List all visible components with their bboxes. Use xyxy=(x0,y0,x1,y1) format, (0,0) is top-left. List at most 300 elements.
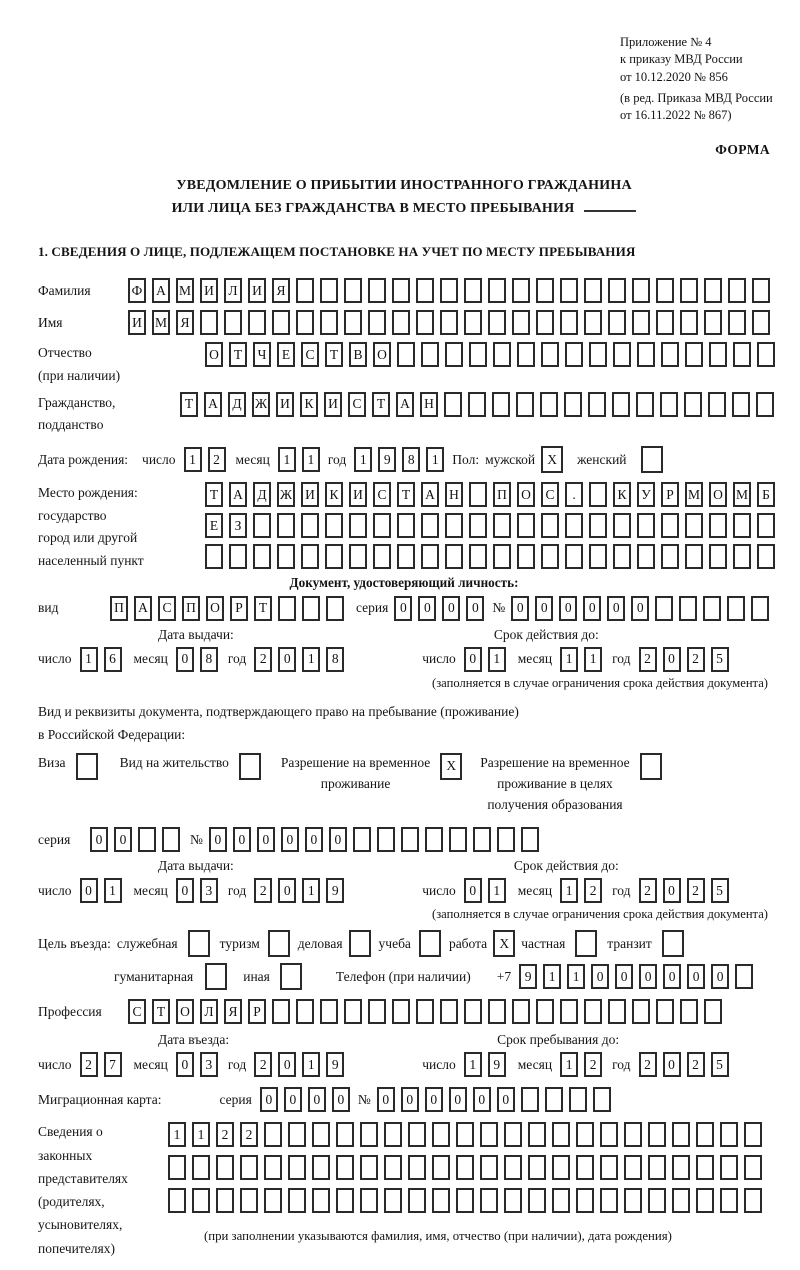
char-cell xyxy=(541,513,559,538)
char-cell xyxy=(733,513,751,538)
char-cell xyxy=(480,1188,498,1213)
identity-valid-year: год 2 0 2 5 xyxy=(612,647,728,672)
char-cell xyxy=(576,1188,594,1213)
char-cell xyxy=(648,1188,666,1213)
residence-series-cells xyxy=(90,827,180,852)
char-cell xyxy=(560,310,578,335)
residence-issue-month: месяц 0 3 xyxy=(134,878,218,903)
migration-number-label: № xyxy=(357,1091,371,1107)
char-cell: 1 xyxy=(426,447,444,472)
char-cell xyxy=(192,1155,210,1180)
purpose-work-checkbox xyxy=(493,930,515,957)
char-cell: 0 xyxy=(377,1087,395,1112)
identity-doc-heading: Документ, удостоверяющий личность: xyxy=(289,574,519,590)
migration-series-label: серия xyxy=(219,1091,252,1107)
char-cell: Ж xyxy=(252,392,270,417)
char-cell xyxy=(624,1122,642,1147)
birthplace-row3 xyxy=(205,544,775,569)
char-cell xyxy=(480,1122,498,1147)
char-cell xyxy=(600,1155,618,1180)
char-cell: 0 xyxy=(663,878,681,903)
char-cell xyxy=(349,544,367,569)
appendix-line: от 10.12.2020 № 856 xyxy=(620,69,728,84)
char-cell xyxy=(662,930,684,957)
char-cell xyxy=(708,392,726,417)
char-cell: А xyxy=(204,392,222,417)
char-cell: Ч xyxy=(253,342,271,367)
char-cell: С xyxy=(373,482,391,507)
char-cell xyxy=(608,310,626,335)
char-cell xyxy=(138,827,156,852)
char-cell xyxy=(296,278,314,303)
doc-number-label: № xyxy=(492,600,506,616)
char-cell: С xyxy=(541,482,559,507)
char-cell: 0 xyxy=(176,878,194,903)
char-cell: О xyxy=(206,596,224,621)
sex-male-label: мужской xyxy=(485,451,536,467)
char-cell xyxy=(445,342,463,367)
char-cell xyxy=(493,513,511,538)
char-cell xyxy=(720,1188,738,1213)
char-cell xyxy=(248,310,266,335)
residence-number-cells xyxy=(209,827,539,852)
char-cell: 0 xyxy=(559,596,577,621)
stay-year: год 2 0 2 5 xyxy=(612,1052,728,1077)
char-cell: 0 xyxy=(591,964,609,989)
char-cell: 0 xyxy=(80,878,98,903)
representatives-labels: Сведения о законных представителях (родителях, усыновителях, попечителях) xyxy=(38,1124,128,1256)
char-cell xyxy=(216,1155,234,1180)
char-cell xyxy=(661,342,679,367)
char-cell xyxy=(360,1122,378,1147)
char-cell: Р xyxy=(248,999,266,1024)
residence-issue-head: Дата выдачи: xyxy=(158,858,234,874)
birthplace-labels: Место рождения: государство город или другой населенный пункт xyxy=(38,485,144,569)
purpose-other-checkbox xyxy=(280,963,302,990)
char-cell: 1 xyxy=(567,964,585,989)
char-cell xyxy=(488,310,506,335)
char-cell xyxy=(517,513,535,538)
char-cell: 0 xyxy=(281,827,299,852)
char-cell xyxy=(432,1122,450,1147)
char-cell: Ж xyxy=(277,482,295,507)
char-cell xyxy=(637,342,655,367)
char-cell xyxy=(696,1155,714,1180)
entry-year: год 2 0 1 9 xyxy=(228,1052,344,1077)
doc-series-cells xyxy=(394,596,484,621)
char-cell: 9 xyxy=(488,1052,506,1077)
profession-label: Профессия xyxy=(38,1003,102,1019)
char-cell xyxy=(302,596,320,621)
char-cell: О xyxy=(205,342,223,367)
identity-doc-row xyxy=(38,596,770,621)
char-cell: Ф xyxy=(128,278,146,303)
char-cell xyxy=(401,827,419,852)
char-cell xyxy=(528,1188,546,1213)
char-cell: А xyxy=(421,482,439,507)
char-cell: 0 xyxy=(209,827,227,852)
char-cell: X xyxy=(541,446,563,473)
char-cell xyxy=(301,544,319,569)
char-cell xyxy=(432,1155,450,1180)
char-cell xyxy=(469,513,487,538)
char-cell: 2 xyxy=(687,878,705,903)
char-cell xyxy=(569,1087,587,1112)
char-cell xyxy=(320,310,338,335)
char-cell xyxy=(432,1188,450,1213)
char-cell xyxy=(336,1122,354,1147)
identity-valid-month: месяц 1 1 xyxy=(518,647,602,672)
stay-month: месяц 1 2 xyxy=(518,1052,602,1077)
char-cell xyxy=(397,544,415,569)
birthplace-block xyxy=(38,482,770,573)
char-cell: 0 xyxy=(464,647,482,672)
char-cell: Р xyxy=(230,596,248,621)
char-cell xyxy=(641,446,663,473)
char-cell xyxy=(188,930,210,957)
char-cell xyxy=(632,310,650,335)
char-cell xyxy=(419,930,441,957)
doc-kind-label: вид xyxy=(38,600,59,616)
char-cell: 7 xyxy=(104,1052,122,1077)
doc-kind-cells xyxy=(110,596,344,621)
char-cell xyxy=(162,827,180,852)
char-cell xyxy=(344,310,362,335)
char-cell xyxy=(445,513,463,538)
char-cell: М xyxy=(152,310,170,335)
char-cell: 2 xyxy=(216,1122,234,1147)
char-cell: 0 xyxy=(535,596,553,621)
char-cell xyxy=(552,1188,570,1213)
char-cell: 2 xyxy=(584,878,602,903)
char-cell xyxy=(239,753,261,780)
char-cell xyxy=(288,1155,306,1180)
char-cell xyxy=(624,1155,642,1180)
char-cell: 1 xyxy=(168,1122,186,1147)
char-cell: П xyxy=(182,596,200,621)
char-cell xyxy=(541,544,559,569)
option-temp-residence-education: Разрешение на временное проживание в целях получения образования xyxy=(480,753,661,816)
char-cell xyxy=(464,999,482,1024)
char-cell: Т xyxy=(152,999,170,1024)
entry-dates-head xyxy=(38,1032,770,1048)
char-cell xyxy=(655,596,673,621)
char-cell: 0 xyxy=(639,964,657,989)
char-cell xyxy=(704,310,722,335)
char-cell xyxy=(528,1155,546,1180)
char-cell xyxy=(229,544,247,569)
char-cell: 1 xyxy=(302,878,320,903)
char-cell xyxy=(608,999,626,1024)
residence-valid-month: месяц 1 2 xyxy=(518,878,602,903)
char-cell xyxy=(757,544,775,569)
char-cell: П xyxy=(110,596,128,621)
char-cell xyxy=(757,513,775,538)
firstname-row xyxy=(38,310,770,335)
char-cell xyxy=(696,1122,714,1147)
char-cell: 8 xyxy=(326,647,344,672)
entry-day: число 2 7 xyxy=(38,1052,122,1077)
char-cell xyxy=(268,930,290,957)
char-cell xyxy=(468,392,486,417)
char-cell xyxy=(589,342,607,367)
citizenship-cells xyxy=(180,392,774,417)
char-cell: 1 xyxy=(80,647,98,672)
char-cell: . xyxy=(565,482,583,507)
char-cell: И xyxy=(349,482,367,507)
char-cell: 0 xyxy=(473,1087,491,1112)
firstname-label: Имя xyxy=(38,314,63,330)
char-cell xyxy=(397,513,415,538)
char-cell: 1 xyxy=(560,647,578,672)
phone-prefix: +7 xyxy=(496,968,512,984)
firstname-cells xyxy=(128,310,770,335)
section1-heading: 1. СВЕДЕНИЯ О ЛИЦЕ, ПОДЛЕЖАЩЕМ ПОСТАНОВКЕ НА УЧЕТ ПО МЕСТУ ПРЕБЫВАНИЯ xyxy=(38,244,636,260)
char-cell: 5 xyxy=(711,647,729,672)
char-cell xyxy=(672,1188,690,1213)
char-cell xyxy=(656,278,674,303)
char-cell: Е xyxy=(277,342,295,367)
phone-label: Телефон (при наличии) xyxy=(335,968,471,984)
char-cell xyxy=(661,513,679,538)
residence-series-row xyxy=(38,827,770,852)
char-cell xyxy=(709,342,727,367)
residence-issue-year: год 2 0 1 9 xyxy=(228,878,344,903)
char-cell xyxy=(589,544,607,569)
char-cell: 0 xyxy=(425,1087,443,1112)
char-cell xyxy=(703,596,721,621)
char-cell: К xyxy=(300,392,318,417)
sex-female-checkbox xyxy=(641,446,663,473)
char-cell xyxy=(648,1155,666,1180)
sex-female-label: женский xyxy=(577,451,627,467)
char-cell xyxy=(469,342,487,367)
char-cell: 1 xyxy=(302,1052,320,1077)
char-cell: 1 xyxy=(560,878,578,903)
char-cell: 0 xyxy=(176,1052,194,1077)
char-cell xyxy=(205,544,223,569)
char-cell: И xyxy=(324,392,342,417)
char-cell xyxy=(735,964,753,989)
char-cell xyxy=(564,392,582,417)
char-cell xyxy=(264,1188,282,1213)
char-cell xyxy=(512,310,530,335)
char-cell xyxy=(565,342,583,367)
purpose-official-checkbox xyxy=(188,930,210,957)
char-cell: 0 xyxy=(305,827,323,852)
char-cell xyxy=(425,827,443,852)
char-cell xyxy=(280,963,302,990)
char-cell xyxy=(589,513,607,538)
char-cell: 2 xyxy=(687,647,705,672)
char-cell xyxy=(536,999,554,1024)
appendix-line: Приложение № 4 xyxy=(620,35,712,49)
char-cell: 1 xyxy=(488,878,506,903)
char-cell xyxy=(168,1188,186,1213)
char-cell xyxy=(473,827,491,852)
migration-number-cells xyxy=(377,1087,611,1112)
sex-label: Пол: xyxy=(452,451,480,467)
char-cell xyxy=(656,310,674,335)
char-cell: 0 xyxy=(497,1087,515,1112)
char-cell: Л xyxy=(200,999,218,1024)
char-cell xyxy=(661,544,679,569)
char-cell xyxy=(440,278,458,303)
char-cell xyxy=(288,1122,306,1147)
char-cell: X xyxy=(493,930,515,957)
char-cell: Н xyxy=(420,392,438,417)
purpose-row1: Цель въезда: служебная туризм деловая учеба работа X частная транзит xyxy=(38,930,770,957)
char-cell xyxy=(344,999,362,1024)
char-cell: 0 xyxy=(308,1087,326,1112)
char-cell xyxy=(384,1188,402,1213)
char-cell: 1 xyxy=(104,878,122,903)
char-cell: 2 xyxy=(208,447,226,472)
char-cell: 9 xyxy=(326,878,344,903)
char-cell xyxy=(521,827,539,852)
char-cell xyxy=(368,999,386,1024)
option-temp-residence: Разрешение на временное проживание X xyxy=(281,753,462,795)
entry-date-head: Дата въезда: xyxy=(158,1032,230,1048)
char-cell xyxy=(336,1188,354,1213)
char-cell: С xyxy=(158,596,176,621)
forma-label: ФОРМА xyxy=(715,142,770,158)
char-cell: 3 xyxy=(200,878,218,903)
revision-line: (в ред. Приказа МВД России xyxy=(620,90,773,105)
char-cell xyxy=(728,278,746,303)
char-cell xyxy=(492,392,510,417)
char-cell xyxy=(637,513,655,538)
char-cell xyxy=(521,1087,539,1112)
char-cell xyxy=(253,544,271,569)
representatives-cells xyxy=(168,1122,762,1244)
char-cell: 2 xyxy=(687,1052,705,1077)
char-cell: Т xyxy=(205,482,223,507)
char-cell xyxy=(336,1155,354,1180)
char-cell xyxy=(373,544,391,569)
char-cell xyxy=(224,310,242,335)
patronymic-label: Отчество (при наличии) xyxy=(38,345,121,384)
char-cell: К xyxy=(613,482,631,507)
char-cell: М xyxy=(176,278,194,303)
birthdate-row xyxy=(38,446,770,473)
char-cell: 1 xyxy=(488,647,506,672)
char-cell: 1 xyxy=(464,1052,482,1077)
birthplace-row2 xyxy=(205,513,775,538)
char-cell xyxy=(540,392,558,417)
residence-number-label: № xyxy=(190,831,203,847)
char-cell: С xyxy=(128,999,146,1024)
identity-validity-note: (заполняется в случае ограничения срока действия документа) xyxy=(432,675,768,690)
char-cell xyxy=(720,1155,738,1180)
char-cell: Т xyxy=(180,392,198,417)
char-cell xyxy=(612,392,630,417)
char-cell xyxy=(679,596,697,621)
char-cell: П xyxy=(493,482,511,507)
char-cell xyxy=(296,310,314,335)
char-cell: А xyxy=(134,596,152,621)
char-cell: 0 xyxy=(466,596,484,621)
char-cell: 0 xyxy=(711,964,729,989)
residence-permit-checkbox xyxy=(239,753,261,780)
birthdate-day: число 1 2 xyxy=(142,447,226,472)
char-cell: К xyxy=(325,482,343,507)
char-cell xyxy=(732,392,750,417)
char-cell xyxy=(727,596,745,621)
char-cell: X xyxy=(440,753,462,780)
char-cell xyxy=(200,310,218,335)
representatives-note: (при заполнении указываются фамилия, имя, отчество (при наличии), дата рождения) xyxy=(204,1229,672,1244)
char-cell xyxy=(709,513,727,538)
identity-dates-head xyxy=(38,627,770,643)
char-cell: Я xyxy=(176,310,194,335)
char-cell xyxy=(480,1155,498,1180)
char-cell xyxy=(751,596,769,621)
char-cell: 2 xyxy=(639,1052,657,1077)
char-cell: 0 xyxy=(442,596,460,621)
representatives-row1 xyxy=(168,1122,762,1147)
char-cell xyxy=(560,278,578,303)
representatives-row3 xyxy=(168,1188,762,1213)
char-cell: 1 xyxy=(302,447,320,472)
char-cell xyxy=(205,963,227,990)
char-cell xyxy=(325,513,343,538)
char-cell xyxy=(637,544,655,569)
char-cell xyxy=(720,1122,738,1147)
char-cell xyxy=(277,513,295,538)
char-cell: 2 xyxy=(254,878,272,903)
char-cell: И xyxy=(128,310,146,335)
char-cell xyxy=(326,596,344,621)
doc-number-cells xyxy=(511,596,769,621)
char-cell xyxy=(408,1155,426,1180)
char-cell xyxy=(600,1122,618,1147)
char-cell xyxy=(288,1188,306,1213)
char-cell: И xyxy=(248,278,266,303)
char-cell: 0 xyxy=(464,878,482,903)
birthdate-label: Дата рождения: xyxy=(38,451,129,467)
char-cell: 1 xyxy=(354,447,372,472)
char-cell: А xyxy=(152,278,170,303)
char-cell xyxy=(440,310,458,335)
char-cell: Д xyxy=(228,392,246,417)
char-cell: 2 xyxy=(80,1052,98,1077)
char-cell: С xyxy=(301,342,319,367)
representatives-row2 xyxy=(168,1155,762,1180)
char-cell xyxy=(76,753,98,780)
migration-series-cells xyxy=(260,1087,350,1112)
char-cell xyxy=(240,1155,258,1180)
char-cell xyxy=(685,544,703,569)
representatives-block xyxy=(38,1120,770,1259)
purpose-business-checkbox xyxy=(349,930,371,957)
char-cell: 1 xyxy=(560,1052,578,1077)
purpose-row2: гуманитарная иная Телефон (при наличии) +7 9 1 1 0 0 0 0 0 0 xyxy=(38,963,770,990)
char-cell: 0 xyxy=(631,596,649,621)
char-cell xyxy=(613,513,631,538)
char-cell: 2 xyxy=(639,647,657,672)
char-cell xyxy=(685,342,703,367)
char-cell: О xyxy=(709,482,727,507)
char-cell: 0 xyxy=(615,964,633,989)
char-cell: Б xyxy=(757,482,775,507)
char-cell: У xyxy=(637,482,655,507)
char-cell: 0 xyxy=(233,827,251,852)
char-cell xyxy=(504,1188,522,1213)
char-cell: 0 xyxy=(401,1087,419,1112)
char-cell xyxy=(416,310,434,335)
char-cell xyxy=(640,753,662,780)
